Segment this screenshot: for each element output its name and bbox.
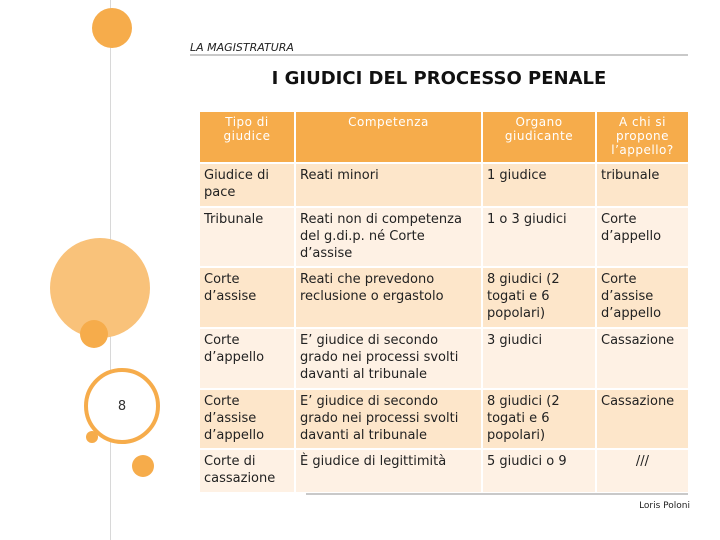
cell-competenza: E’ giudice di secondo grado nei processi svolti davanti al tribunale [296,329,481,388]
header-divider [190,54,688,56]
cell-tipo: Giudice di pace [200,164,294,206]
cell-competenza: E’ giudice di secondo grado nei processi svolti davanti al tribunale [296,390,481,449]
cell-organo: 1 o 3 giudici [483,208,595,267]
cell-competenza: Reati minori [296,164,481,206]
cell-appello: /// [597,450,688,492]
cell-organo: 1 giudice [483,164,595,206]
table-row [200,268,688,327]
table-header-row [200,112,688,162]
decorative-circle-small [86,431,98,443]
header-appello: A chi si propone l’appello? [597,112,688,162]
decorative-circle-medium [80,320,108,348]
header-organo: Organo giudicante [483,112,595,162]
footer-divider [306,493,688,495]
table-row [200,329,688,388]
author-name: Loris Poloni [639,501,690,511]
header-competenza: Competenza [296,112,481,162]
table-row [200,450,688,492]
section-label: LA MAGISTRATURA [190,41,294,54]
slide-title: I GIUDICI DEL PROCESSO PENALE [271,68,607,89]
cell-competenza: È giudice di legittimità [296,450,481,492]
judges-table [198,110,690,494]
cell-appello: Cassazione [597,329,688,388]
cell-competenza: Reati non di competenza del g.di.p. né Corte d’assise [296,208,481,267]
cell-tipo: Corte d’assise [200,268,294,327]
cell-organo: 8 giudici (2 togati e 6 popolari) [483,268,595,327]
cell-appello: Corte d’assise d’appello [597,268,688,327]
table-row [200,164,688,206]
decorative-circle-top [92,8,132,48]
cell-tipo: Corte di cassazione [200,450,294,492]
cell-organo: 8 giudici (2 togati e 6 popolari) [483,390,595,449]
cell-appello: Corte d’appello [597,208,688,267]
cell-competenza: Reati che prevedono reclusione o ergastolo [296,268,481,327]
cell-appello: Cassazione [597,390,688,449]
table-row [200,390,688,449]
cell-appello: tribunale [597,164,688,206]
header-tipo: Tipo di giudice [200,112,294,162]
decorative-circle-bottom [132,455,154,477]
cell-organo: 5 giudici o 9 [483,450,595,492]
cell-tipo: Corte d’appello [200,329,294,388]
cell-tipo: Corte d’assise d’appello [200,390,294,449]
cell-organo: 3 giudici [483,329,595,388]
page-number: 8 [117,398,127,414]
table-row [200,208,688,267]
cell-tipo: Tribunale [200,208,294,267]
